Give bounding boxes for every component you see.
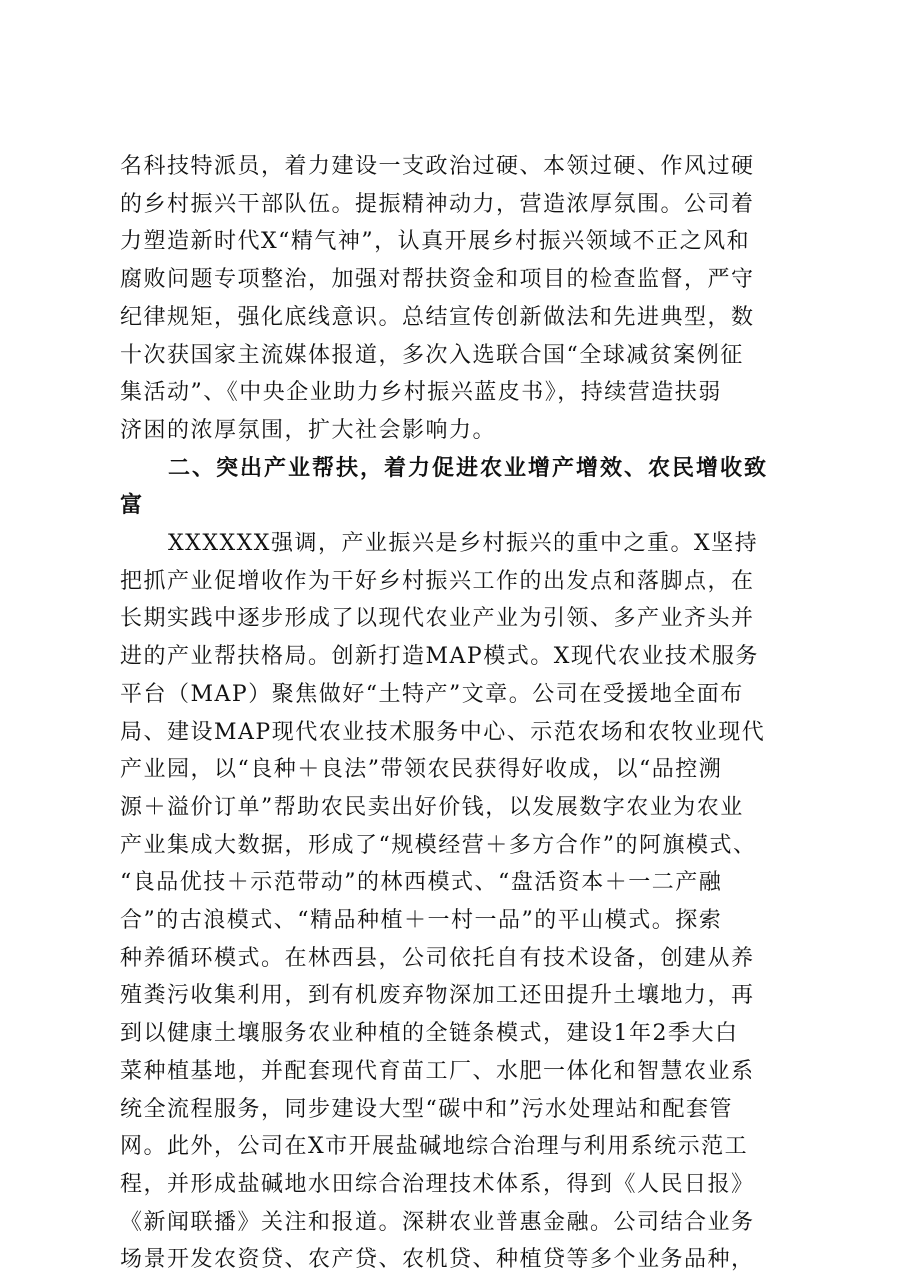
section-heading: 二、突出产业帮扶，着力促进农业增产增效、农民增收致 富 xyxy=(120,455,769,519)
paragraph-continued: 名科技特派员，着力建设一支政治过硬、本领过硬、作风过硬 的乡村振兴干部队伍。提振精神动力，营造浓厚氛围。公司着 力塑造新时代X“精气神”，认真开展乡村振兴领域不正之风和 腐败问题专项整治，加强对帮扶资金和项目的检查监督，严守 纪律规矩，强化底线意识。总结宣传创新做法和先进典型，数 十次获国家主流媒体报道，多次入选联合国“全球减贫案例征 集活动”、《中央企业助力乡村振兴蓝皮书》，持续营造扶弱 济困的浓厚氛围，扩大社会影响力。 xyxy=(120,154,755,443)
document-body xyxy=(120,148,810,1279)
paragraph-industry-support: XXXXXX强调，产业振兴是乡村振兴的重中之重。X坚持 把抓产业促增收作为干好乡村振兴工作的出发点和落脚点，在 长期实践中逐步形成了以现代农业产业为引领、多产业齐头并 进的产业帮扶格局。创新打造MAP模式。X现代农业技术服务 平台（MAP）聚焦做好“土特产”文章。公司在受援地全面布 局、建设MAP现代农业技术服务中心、示范农场和农牧业现代 产业园，以“良种＋良法”带领农民获得好收成，以“品控溯 源＋溢价订单”帮助农民卖出好价钱，以发展数字农业为农业 产业集成大数据，形成了“规模经营＋多方合作”的阿旗模式、 “良品优技＋示范带动”的林西模式、“盘活资本＋一二产融 合”的古浪模式、“精品种植＋一村一品”的平山模式。探索 种养循环模式。在林西县，公司依托自有技术设备，创建从养 殖粪污收集利用，到有机废弃物深加工还田提升土壤地力，再 到以健康土壤服务农业种植的全链条模式，建设1年2季大白 菜种植基地，并配套现代育苗工厂、水肥一体化和智慧农业系 统全流程服务，同步建设大型“碳中和”污水处理站和配套管 网。此外，公司在X市开展盐碱地综合治理与利用系统示范工 程，并形成盐碱地水田综合治理技术体系，得到《人民日报》 《新闻联播》关注和报道。深耕农业普惠金融。公司结合业务 场景开发农资贷、农产贷、农机贷、种植贷等多个业务品种， xyxy=(120,531,766,1273)
